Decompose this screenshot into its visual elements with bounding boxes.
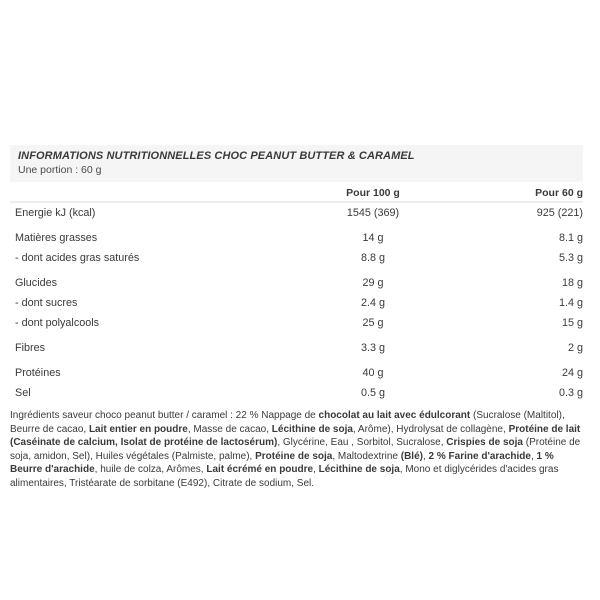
ingredient-segment-bold: Lécithine de soja <box>318 464 400 475</box>
ingredient-segment-bold: Lait entier en poudre <box>88 423 188 435</box>
value-per-100g: 40 g <box>362 367 384 379</box>
table-row <box>10 383 583 403</box>
value-per-100g: 8.8 g <box>360 252 385 264</box>
ingredient-segment-bold: Lécithine de soja <box>271 423 353 435</box>
value-per-60g: 1.4 g <box>558 297 583 309</box>
ingredient-segment-bold: Protéine de lait (Caséinate de calcium, Isolat de protéine de lactosérum) <box>10 423 581 448</box>
value-per-60g: 0.3 g <box>558 387 583 399</box>
table-row <box>10 293 583 313</box>
table-row <box>10 273 583 293</box>
ingredient-segment: , Arôme), Hydrolysat de collagène, <box>352 423 509 435</box>
value-per-100g: 29 g <box>362 277 384 289</box>
portion-size-text: Une portion : 60 g <box>18 164 102 176</box>
ingredient-segment: , <box>422 450 429 462</box>
ingredient-segment: (Protéine de soja, amidon, Sel), Huiles végétales (Palmiste, palme), <box>10 437 581 462</box>
column-header-per-100g: Pour 100 g <box>346 187 400 199</box>
nutrient-label: Fibres <box>15 342 45 354</box>
table-row <box>10 203 583 223</box>
nutrient-group <box>10 363 583 403</box>
nutrient-label: - dont acides gras saturés <box>15 252 140 264</box>
nutrient-group <box>10 338 583 358</box>
ingredient-segment-bold: Protéine de soja <box>255 450 333 462</box>
nutrition-title: INFORMATIONS NUTRITIONNELLES CHOC PEANUT BUTTER & CARAMEL <box>18 150 415 162</box>
table-header-row <box>10 185 583 201</box>
ingredient-segment-bold: Lait écrémé en poudre <box>206 464 314 475</box>
ingredient-segment-bold: chocolat au lait avec édulcorant <box>318 410 471 421</box>
value-per-60g: 2 g <box>567 342 583 354</box>
nutrition-panel <box>10 145 583 490</box>
nutrient-label: Sel <box>15 387 31 399</box>
table-row <box>10 363 583 383</box>
value-per-60g: 8.1 g <box>558 232 583 244</box>
table-row <box>10 313 583 333</box>
column-header-per-60g: Pour 60 g <box>535 187 583 199</box>
value-per-60g: 24 g <box>561 367 583 379</box>
ingredient-segment-bold: 2 % Farine d'arachide <box>428 450 531 462</box>
ingredient-segment: Ingrédients saveur choco peanut butter / caramel : 22 % Nappage de <box>10 410 319 421</box>
table-row <box>10 248 583 268</box>
nutrient-group <box>10 203 583 223</box>
value-per-60g: 18 g <box>561 277 583 289</box>
ingredient-segment-bold: (Blé) <box>400 450 423 462</box>
ingredient-segment-bold: Crispies de soja <box>446 437 523 448</box>
table-row <box>10 338 583 358</box>
ingredients-paragraph <box>10 409 583 490</box>
ingredient-segment: , Mono et diglycérides d'acides gras alimentaires, Tristéarate de sorbitane (E492), Citrate de sodium, Sel. <box>10 464 559 489</box>
nutrient-group <box>10 228 583 268</box>
value-per-100g: 0.5 g <box>360 387 385 399</box>
nutrient-group <box>10 273 583 333</box>
ingredient-segment-bold: 1 % Beurre d'arachide <box>10 450 554 475</box>
value-per-100g: 3.3 g <box>360 342 385 354</box>
value-per-100g: 14 g <box>362 232 384 244</box>
ingredient-segment: , <box>313 464 319 475</box>
table-row <box>10 228 583 248</box>
value-per-100g: 2.4 g <box>360 297 385 309</box>
ingredient-segment: , huile de colza, Arômes, <box>94 464 207 475</box>
value-per-60g: 5.3 g <box>558 252 583 264</box>
value-per-60g: 925 (221) <box>536 207 583 219</box>
value-per-100g: 25 g <box>362 317 384 329</box>
nutrient-label: Protéines <box>15 367 61 379</box>
nutrient-label: Glucides <box>15 277 58 289</box>
nutrient-label: - dont sucres <box>15 297 78 309</box>
ingredient-segment: , Maltodextrine <box>332 450 401 462</box>
nutrition-table <box>10 185 583 403</box>
nutrition-header <box>10 145 583 182</box>
ingredient-segment: (Sucralose (Maltitol), Beurre de cacao, <box>10 410 565 435</box>
nutrient-label: - dont polyalcools <box>15 317 100 329</box>
value-per-100g: 1545 (369) <box>346 207 400 219</box>
ingredient-segment: , <box>530 450 537 462</box>
ingredient-segment: , Masse de cacao, <box>187 423 272 435</box>
nutrition-table-body <box>10 203 583 403</box>
ingredient-segment: , Glycérine, Eau , Sorbitol, Sucralose, <box>277 437 447 448</box>
nutrient-label: Energie kJ (kcal) <box>15 207 96 219</box>
value-per-60g: 15 g <box>561 317 583 329</box>
nutrient-label: Matières grasses <box>15 232 98 244</box>
